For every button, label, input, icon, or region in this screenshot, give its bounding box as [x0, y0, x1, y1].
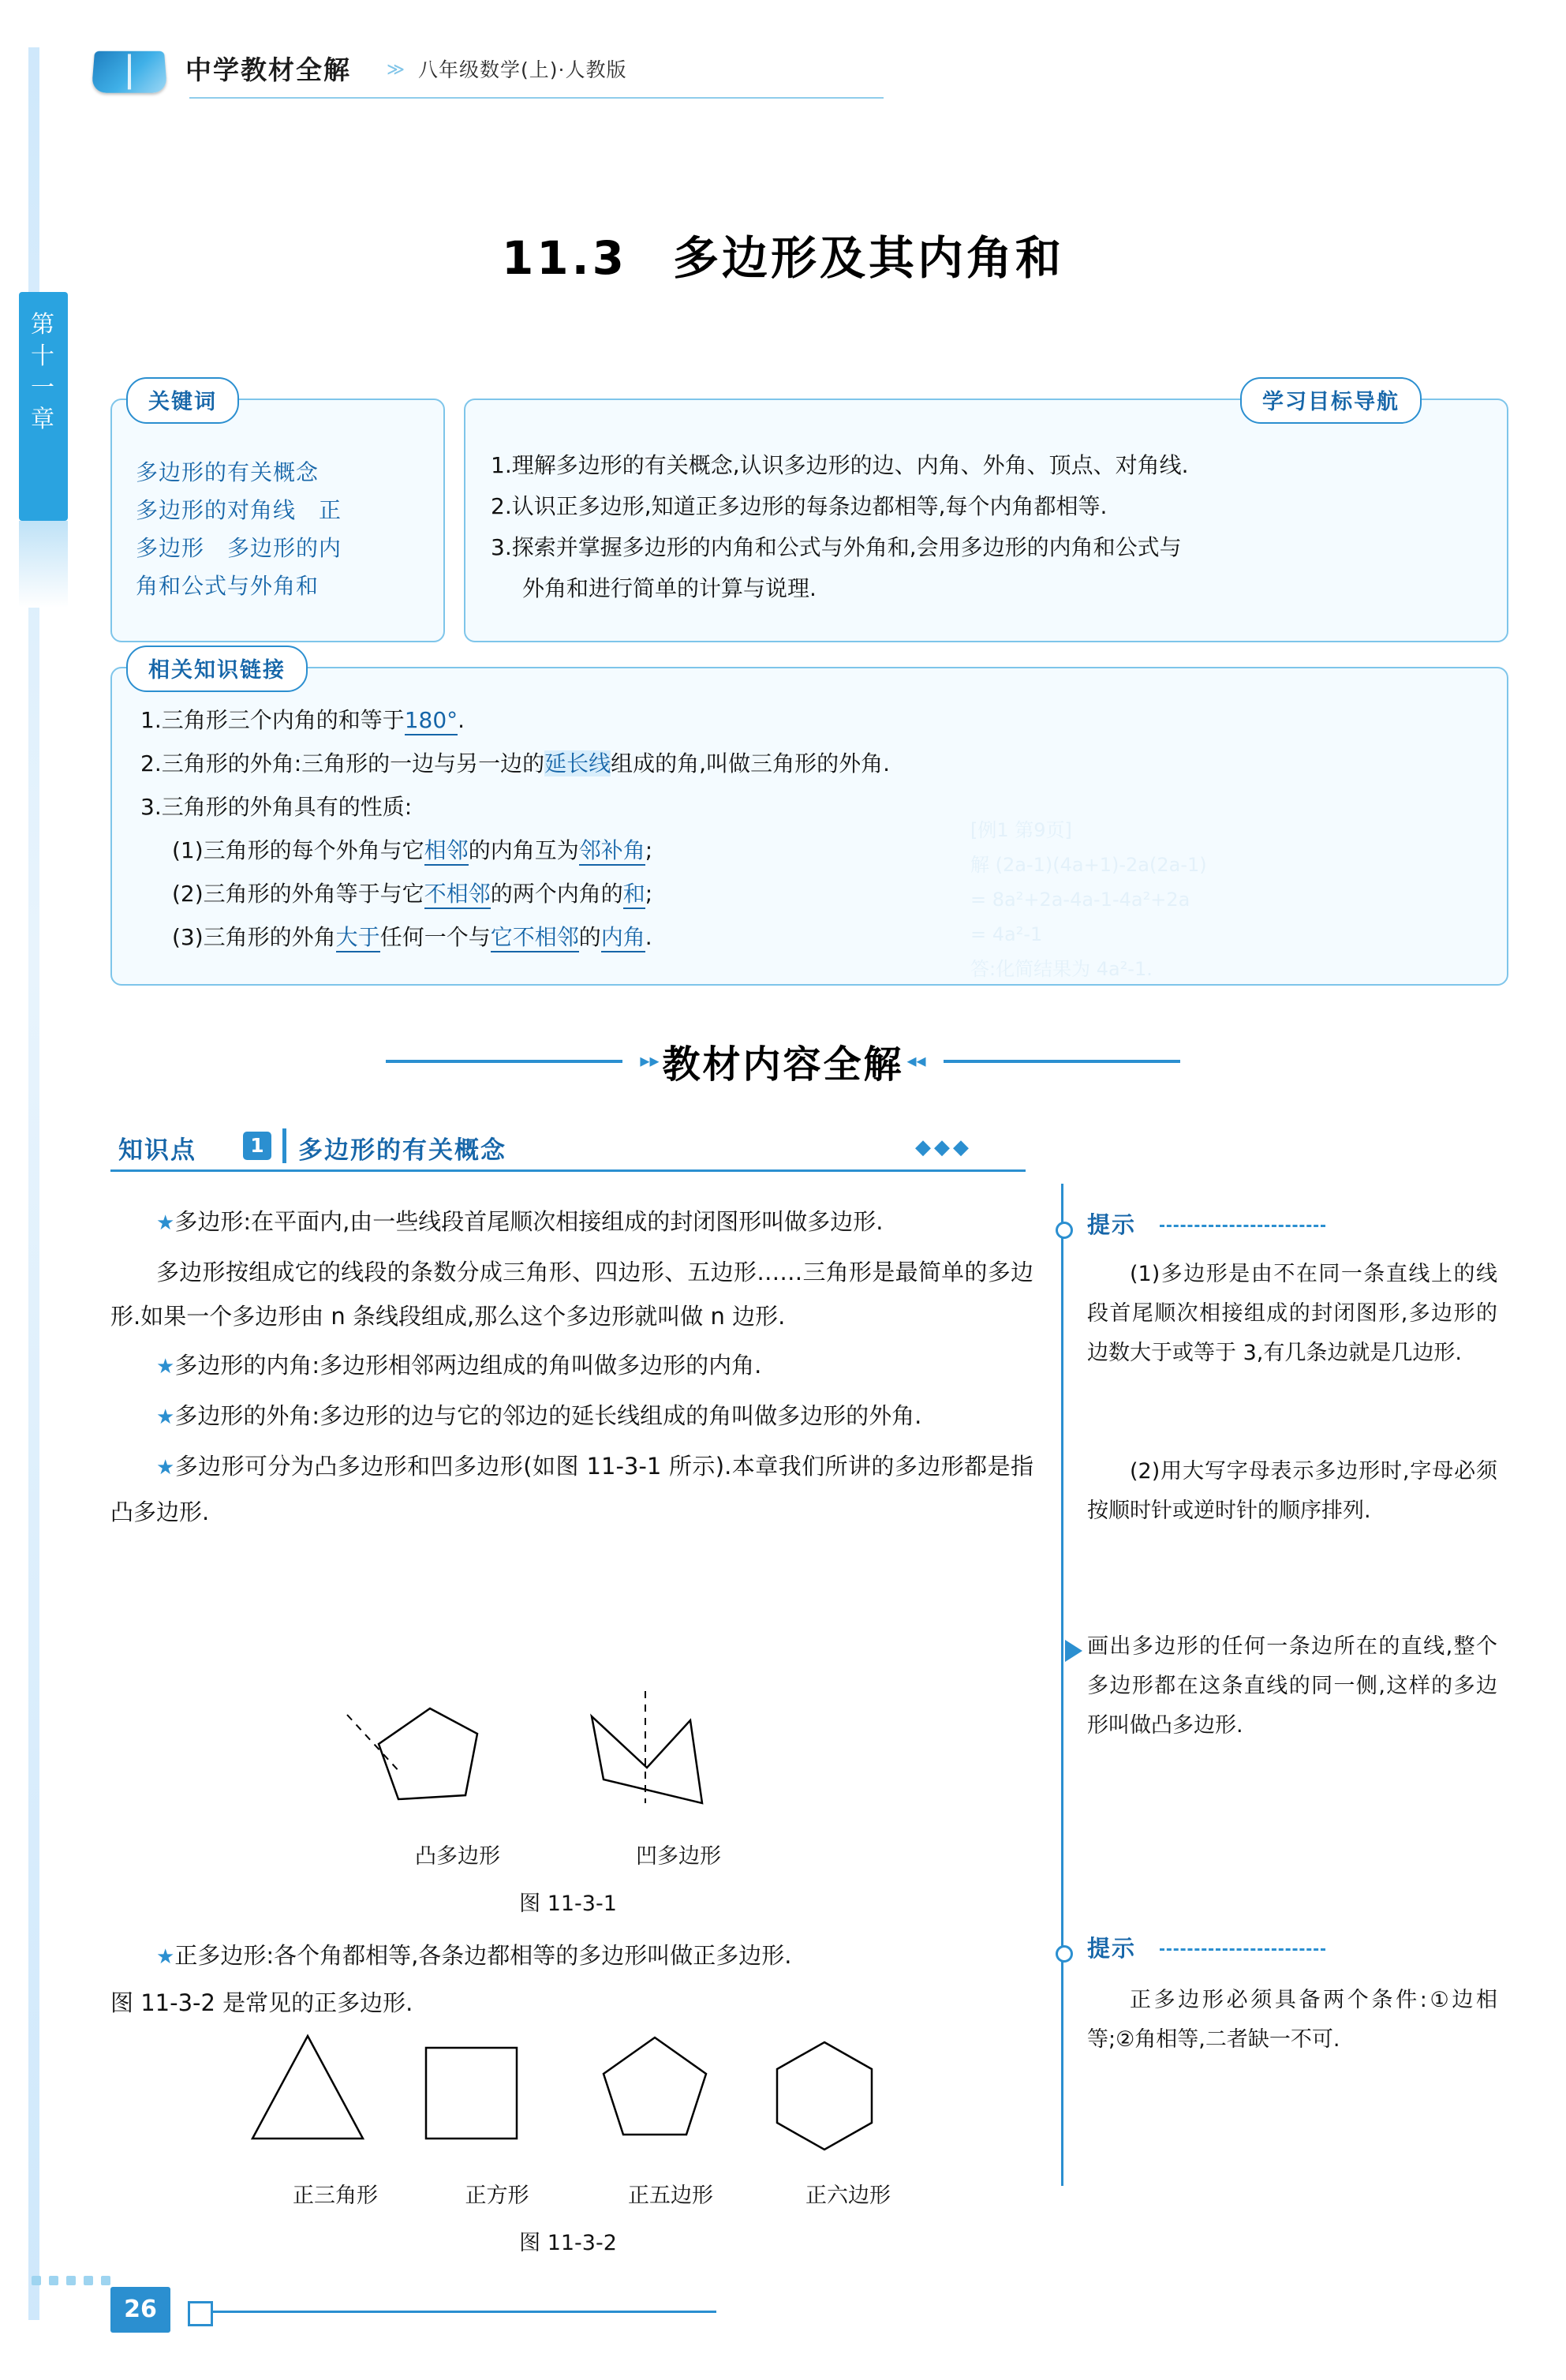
ghost-line: = 8a²+2a-4a-1-4a²+2a	[970, 889, 1190, 911]
figure-11-3-2-graphic	[237, 2028, 947, 2162]
ghost-line: = 4a²-1	[970, 923, 1043, 945]
paragraph-1-text: 多边形:在平面内,由一些线段首尾顺次相接组成的封闭图形叫做多边形.	[174, 1208, 884, 1235]
section-banner	[0, 1034, 1566, 1088]
figure-11-3-2-caption: 图 11-3-2	[519, 2231, 617, 2255]
r33-b: 大于	[336, 924, 380, 952]
triangle-left-icon: ◂◂	[906, 1050, 926, 1072]
tip-3-dash	[1160, 1948, 1325, 1951]
chapter-tab-fade	[19, 521, 68, 608]
related-item-3: 3.三角形的外角具有的性质:	[140, 794, 413, 820]
figure-11-3-1-label-right: 凹多边形	[636, 1844, 721, 1869]
tip-3-dot-icon	[1056, 1945, 1073, 1963]
difficulty-diamonds-icon: ◆◆◆	[915, 1135, 972, 1158]
paragraph-4-text: 多边形的外角:多边形的边与它的邻边的延长线组成的角叫做多边形的外角.	[174, 1402, 922, 1429]
banner-line-left	[386, 1060, 622, 1063]
page-number: 26	[110, 2287, 170, 2333]
banner-title: 教材内容全解	[662, 1042, 904, 1087]
figure-11-3-2-label-3: 正六边形	[805, 2184, 891, 2208]
section-number: 11.3	[501, 231, 628, 285]
knowledge-point-label: 知识点	[118, 1136, 196, 1165]
page-header	[79, 43, 1515, 107]
knowledge-point-title: 多边形的有关概念	[298, 1136, 506, 1165]
related-item-1-text: 1.三角形三个内角的和等于	[140, 707, 405, 733]
paragraph-3-text: 多边形的内角:多边形相邻两边组成的角叫做多边形的内角.	[174, 1352, 762, 1379]
wave-icon: ≫	[387, 59, 404, 79]
related-item-3-2	[140, 872, 1482, 915]
paragraph-7: 图 11-3-2 是常见的正多边形.	[110, 1989, 413, 2016]
related-item-3-1	[140, 829, 1482, 872]
paragraph-4	[110, 1394, 1033, 1439]
figure-11-3-2-label-0: 正三角形	[293, 2184, 378, 2208]
tip-1-item-1: (1)多边形是由不在同一条直线上的线段首尾顺次相接组成的封闭图形,多边形的边数大于或等于 3,有几条边就是几边形.	[1087, 1262, 1497, 1365]
triangle-right-icon: ▸▸	[640, 1050, 660, 1072]
arrow-right-icon	[1065, 1640, 1082, 1662]
footer-dots-decor	[32, 2271, 118, 2303]
paragraph-6	[110, 1933, 1033, 1979]
r33-c: 任何一个与	[379, 924, 491, 950]
paragraph-1	[110, 1199, 1033, 1245]
keyword-line: 角和公式与外角和	[136, 573, 320, 599]
page-title	[0, 221, 1566, 287]
keyword-line: 多边形的有关概念	[136, 459, 320, 485]
r33-a: (3)三角形的外角	[172, 924, 336, 950]
r31-a: (1)三角形的每个外角与它	[172, 837, 424, 863]
chapter-tab-line1: 第	[31, 311, 56, 339]
goal-item: 1.理解多边形的有关概念,认识多边形的边、内角、外角、顶点、对角线.	[491, 452, 1189, 478]
figure-11-3-2-label-1: 正方形	[465, 2184, 529, 2208]
tip-1-dot-icon	[1056, 1222, 1073, 1239]
edition-subtitle: 八年级数学(上)·人教版	[418, 58, 627, 81]
knowledge-point-divider	[282, 1128, 286, 1163]
related-item-3-3	[140, 915, 1482, 959]
tip-3-head: 提示	[1087, 1935, 1137, 1962]
tip-1-item-2: (2)用大写字母表示多边形时,字母必须按顺时针或逆时针的顺序排列.	[1087, 1459, 1497, 1523]
goal-item-continuation: 外角和进行简单的计算与说理.	[522, 575, 817, 601]
chapter-tab-line3: 一	[31, 374, 56, 402]
related-item-1-value: 180°	[405, 707, 458, 735]
knowledge-point-number: 1	[243, 1132, 271, 1160]
goal-item: 2.认识正多边形,知道正多边形的每条边都相等,每个内角都相等.	[491, 493, 1108, 519]
chapter-tab-line2: 十	[31, 342, 56, 370]
r31-d: 邻补角	[579, 837, 645, 866]
r33-e: 的	[578, 924, 601, 950]
r32-e: ;	[645, 881, 653, 907]
paragraph-6-text: 正多边形:各个角都相等,各条边都相等的多边形叫做正多边形.	[174, 1942, 792, 1969]
r33-d: 它不相邻	[491, 924, 579, 952]
learning-goals-list	[491, 446, 1493, 610]
paragraph-2: 多边形按组成它的线段的条数分成三角形、四边形、五边形……三角形是最简单的多边形.如果一个多边形由 n 条线段组成,那么这个多边形就叫做 n 边形.	[110, 1259, 1033, 1330]
r33-g: .	[645, 924, 652, 950]
sidebar-divider	[1061, 1184, 1063, 2186]
r31-c: 的内角互为	[468, 837, 579, 863]
star-icon: ★	[156, 1456, 175, 1480]
related-item-2-value: 延长线	[544, 750, 611, 776]
keyword-line: 多边形的对角线 正	[136, 497, 342, 523]
tip-1-dash	[1160, 1225, 1325, 1227]
tip-3-item-1: 正多边形必须具备两个条件:①边相等;②角相等,二者缺一不可.	[1087, 1988, 1497, 2052]
goal-item: 3.探索并掌握多边形的内角和公式与外角和,会用多边形的内角和公式与	[491, 534, 1182, 560]
r31-e: ;	[645, 837, 653, 863]
series-title: 中学教材全解	[185, 54, 351, 85]
related-knowledge-label: 相关知识链接	[126, 646, 308, 692]
keyword-line: 多边形 多边形的内	[136, 535, 342, 561]
banner-line-right	[944, 1060, 1180, 1063]
section-title: 多边形及其内角和	[673, 231, 1065, 285]
book-logo-icon	[87, 43, 174, 99]
header-rule	[189, 97, 884, 99]
star-icon: ★	[156, 1405, 175, 1429]
star-icon: ★	[156, 1355, 175, 1379]
chapter-tab-line4: 章	[31, 406, 56, 433]
keywords-label: 关键词	[126, 377, 239, 424]
figure-11-3-2-label-2: 正五边形	[628, 2184, 713, 2208]
main-text-column-2	[110, 1933, 1033, 2025]
related-knowledge-list	[140, 698, 1482, 959]
figure-11-3-1-graphic	[331, 1685, 805, 1835]
footer-square-decor	[188, 2301, 213, 2326]
ghost-line: [例1 第9页]	[970, 819, 1072, 841]
chapter-tab	[19, 292, 68, 521]
r32-d: 和	[623, 881, 645, 909]
paragraph-5	[110, 1444, 1033, 1534]
figure-11-3-1-caption: 图 11-3-1	[519, 1892, 617, 1916]
knowledge-point-header	[110, 1128, 1026, 1176]
related-item-1-tail: .	[458, 707, 465, 733]
paragraph-5-text: 多边形可分为凸多边形和凹多边形(如图 11-3-1 所示).本章我们所讲的多边形都是指凸多边形.	[110, 1453, 1034, 1525]
r33-f: 内角	[601, 924, 645, 952]
r32-b: 不相邻	[424, 881, 491, 909]
footer-rule	[211, 2311, 716, 2313]
knowledge-point-underline	[110, 1169, 1026, 1172]
related-item-2	[140, 742, 1482, 785]
r32-a: (2)三角形的外角等于与它	[172, 881, 424, 907]
related-item-2-tail: 组成的角,叫做三角形的外角.	[611, 750, 890, 776]
tip-2-item-1: 画出多边形的任何一条边所在的直线,整个多边形都在这条直线的同一侧,这样的多边形叫做凸多边形.	[1087, 1634, 1497, 1738]
main-text-column	[110, 1199, 1033, 1539]
figure-11-3-1-label-left: 凸多边形	[415, 1844, 500, 1869]
star-icon: ★	[156, 1945, 175, 1969]
paragraph-3	[110, 1343, 1033, 1389]
learning-goals-label: 学习目标导航	[1240, 377, 1422, 424]
r31-b: 相邻	[424, 837, 469, 866]
tip-1-head: 提示	[1087, 1211, 1137, 1238]
star-icon: ★	[156, 1211, 175, 1235]
related-item-2-text: 2.三角形的外角:三角形的一边与另一边的	[140, 750, 545, 776]
ghost-line: 答:化简结果为 4a²-1.	[970, 958, 1153, 980]
ghost-line: 解 (2a-1)(4a+1)-2a(2a-1)	[970, 854, 1207, 876]
r32-c: 的两个内角的	[490, 881, 623, 907]
related-item-1	[140, 698, 1482, 742]
keywords-text	[136, 454, 451, 605]
